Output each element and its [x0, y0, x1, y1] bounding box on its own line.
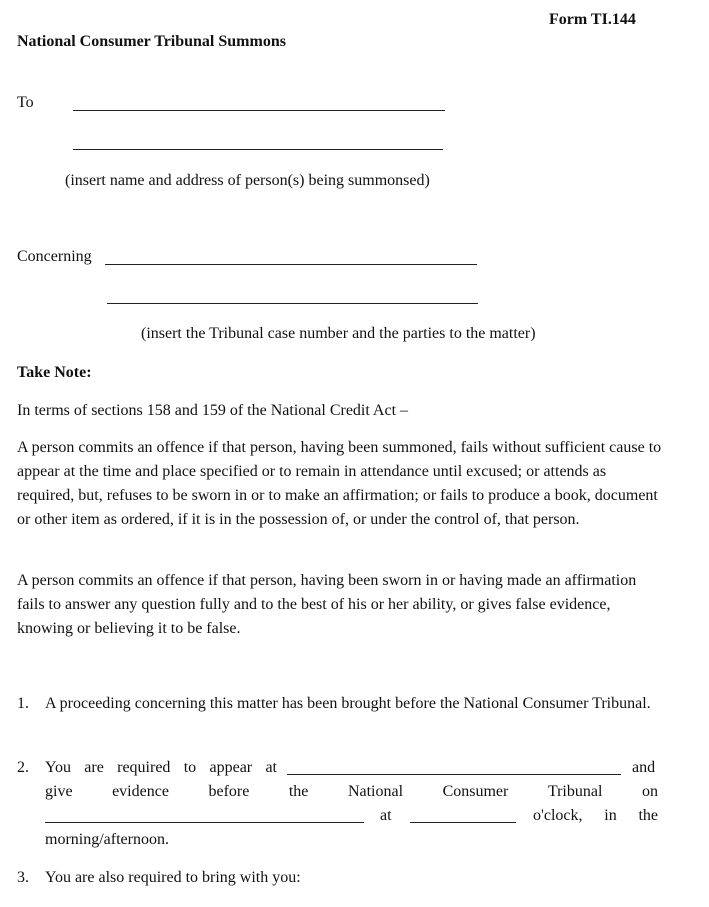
hearing-time-line[interactable]	[410, 822, 516, 823]
item-2-word: the	[638, 807, 658, 824]
item-2-word: give	[45, 783, 73, 800]
to-instruction: (insert name and address of person(s) being summonsed)	[65, 172, 430, 189]
item-2-word: evidence	[112, 783, 169, 800]
to-label: To	[17, 94, 34, 111]
concerning-label: Concerning	[17, 248, 92, 265]
item-2-word: to	[183, 759, 197, 776]
terms-line: In terms of sections 158 and 159 of the National Credit Act –	[17, 402, 409, 419]
item-2-word: You	[45, 759, 71, 776]
hearing-date-line[interactable]	[45, 822, 364, 823]
concerning-instruction: (insert the Tribunal case number and the parties to the matter)	[141, 325, 536, 342]
item-1-text: A proceeding concerning this matter has been brought before the National Consumer Tribunal.	[45, 695, 651, 712]
item-3-text: You are also required to bring with you:	[45, 869, 301, 886]
item-2-tail: morning/afternoon.	[45, 831, 169, 848]
item-2-word: are	[84, 759, 104, 776]
to-address-line[interactable]	[73, 149, 443, 150]
take-note-heading: Take Note:	[17, 364, 92, 381]
item-2-and: and	[632, 759, 656, 776]
page-title: National Consumer Tribunal Summons	[17, 33, 286, 50]
item-2-word: on	[641, 783, 658, 800]
item-3-number: 3.	[17, 869, 29, 886]
item-2-word: in	[604, 807, 617, 824]
item-2-word: Tribunal	[547, 783, 603, 800]
item-2-word: at	[265, 759, 277, 776]
item-2-word: Consumer	[442, 783, 509, 800]
offence-paragraph-2: A person commits an offence if that person, having been sworn in or having made an affirmation fails to answer any question fully and to the best of his or her ability, or gives false evidence, knowing or believing it to be false.	[17, 572, 637, 637]
to-name-line[interactable]	[73, 110, 445, 111]
item-1-number: 1.	[17, 695, 29, 712]
appear-at-line[interactable]	[287, 774, 621, 775]
item-2-line-2	[45, 780, 658, 804]
item-2-word: National	[347, 783, 404, 800]
item-2-word: required	[117, 759, 171, 776]
item-2-word: before	[208, 783, 250, 800]
item-2-word: o'clock,	[533, 807, 583, 824]
item-2-number: 2.	[17, 759, 29, 776]
item-2-word: the	[288, 783, 309, 800]
form-number: Form TI.144	[549, 11, 636, 28]
item-2-oclock	[533, 804, 658, 828]
item-2-word: appear	[209, 759, 253, 776]
item-2-at: at	[380, 807, 392, 824]
item-2-line-1	[45, 756, 285, 780]
concerning-line-2[interactable]	[107, 303, 478, 304]
concerning-line-1[interactable]	[105, 264, 477, 265]
offence-paragraph-1: A person commits an offence if that person, having been summoned, fails without sufficient cause to appear at the time and place specified or to remain in attendance until excused; or attends as required, but, refuses to be sworn in or to make an affirmation; or fails to produce a book, document or other item as ordered, if it is in the possession of, or under the control of, that person.	[17, 439, 662, 528]
